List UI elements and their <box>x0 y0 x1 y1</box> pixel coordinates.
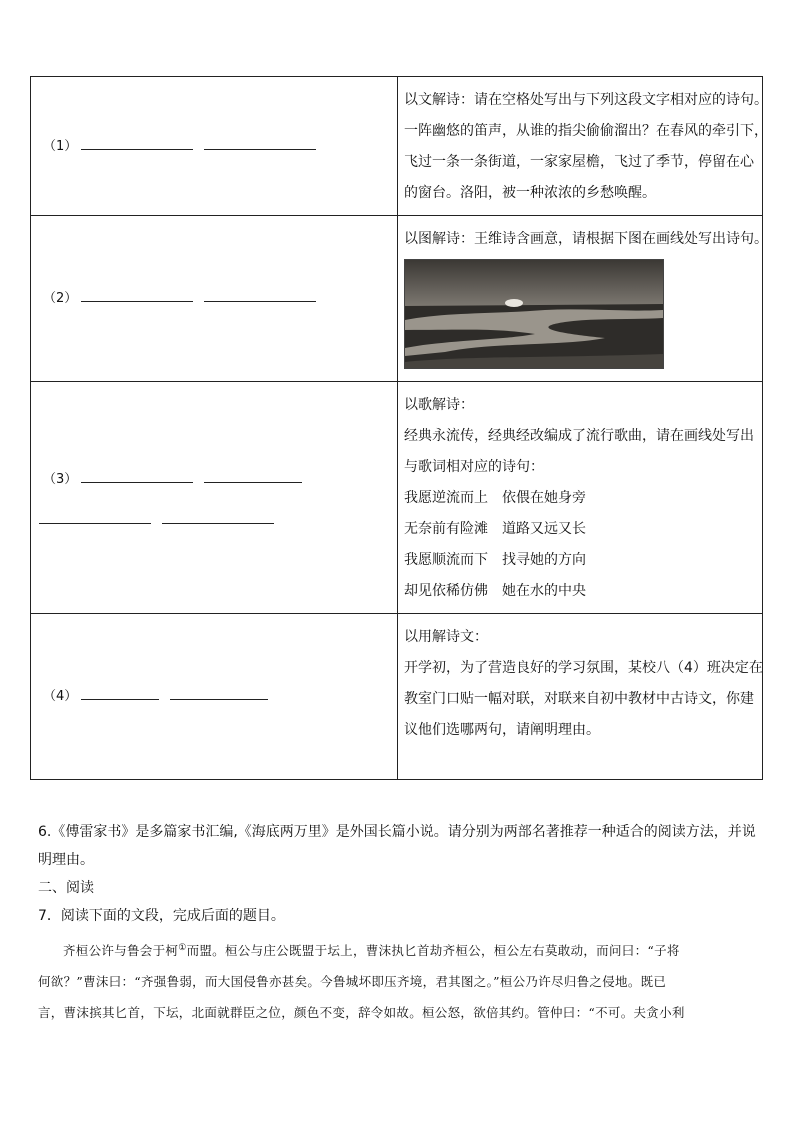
lyric-line: 我愿逆流而上 依偎在她身旁 <box>404 490 586 506</box>
answer-blank[interactable] <box>204 135 316 150</box>
classical-passage <box>38 933 762 1028</box>
prompt-line: 经典永流传，经典经改编成了流行歌曲，请在画线处写出 <box>404 428 754 444</box>
answer-blank[interactable] <box>39 509 151 524</box>
answer-line <box>39 509 397 528</box>
poetry-answer-table <box>30 76 768 780</box>
prompt-line: 一阵幽悠的笛声，从谁的指尖偷偷溜出？在春风的牵引下， <box>404 123 768 139</box>
table-row <box>31 614 763 780</box>
prompt-cell-3 <box>398 382 763 614</box>
answer-blank[interactable] <box>170 685 268 700</box>
prompt-cell-1 <box>398 77 768 216</box>
question-6 <box>38 818 756 874</box>
answer-line <box>43 135 397 158</box>
table-row <box>31 216 763 382</box>
lyric-line: 却见依稀仿佛 她在水的中央 <box>404 583 586 599</box>
passage-text: 而盟。桓公与庄公既盟于坛上，曹沫执匕首劫齐桓公，桓公左右莫敢动，而问曰：“子将 <box>186 943 680 959</box>
section-heading: 二、阅读 <box>38 880 94 896</box>
answer-blank[interactable] <box>81 287 193 302</box>
answer-blank[interactable] <box>204 468 302 483</box>
footnote-marker: ① <box>178 943 187 953</box>
answer-blank[interactable] <box>81 685 159 700</box>
answer-blank[interactable] <box>162 509 274 524</box>
answer-blank[interactable] <box>204 287 316 302</box>
item-label: （3） <box>43 471 78 487</box>
answer-blank[interactable] <box>81 468 193 483</box>
prompt-cell-4 <box>398 614 763 780</box>
prompt-line: 以用解诗文： <box>404 629 488 645</box>
question-6-line: 6.《傅雷家书》是多篇家书汇编,《海底两万里》是外国长篇小说。请分别为两部名著推荐一种适合的阅读方法，并说 <box>38 824 756 840</box>
prompt-line: 开学初，为了营造良好的学习氛围，某校八（4）班决定在 <box>404 660 763 676</box>
item-label: （2） <box>43 291 78 306</box>
answer-cell-3 <box>31 382 398 614</box>
answer-cell-1 <box>31 77 398 216</box>
passage-text: 齐桓公许与鲁会于柯 <box>63 943 179 959</box>
prompt-cell-2 <box>398 216 768 382</box>
answer-line <box>43 287 397 310</box>
item-label: （1） <box>43 138 78 154</box>
answer-line <box>43 468 397 491</box>
prompt-line: 议他们选哪两句，请阐明理由。 <box>404 722 600 738</box>
passage-line <box>38 933 762 966</box>
prompt-line: 的窗台。洛阳，被一种浓浓的乡愁唤醒。 <box>404 185 656 201</box>
lyric-line: 我愿顺流而下 找寻她的方向 <box>404 552 586 568</box>
answer-cell-4 <box>31 614 398 780</box>
passage-line: 何欲？”曹沫曰：“齐强鲁弱，而大国侵鲁亦甚矣。今鲁城坏即压齐境，君其图之。”桓公乃许尽归鲁之侵地。既已 <box>38 974 667 990</box>
prompt-line: 以文解诗：请在空格处写出与下列这段文字相对应的诗句。 <box>404 92 768 108</box>
passage-line: 言，曹沫摈其匕首，下坛，北面就群臣之位，颜色不变，辞令如故。桓公怒，欲倍其约。管仲曰：“不可。夫贪小利 <box>38 1005 685 1021</box>
table-row <box>31 382 763 614</box>
lyric-line: 无奈前有险滩 道路又远又长 <box>404 521 586 537</box>
prompt-line: 以图解诗：王维诗含画意，请根据下图在画线处写出诗句。 <box>404 231 768 247</box>
prompt-line: 以歌解诗： <box>404 397 474 413</box>
question-6-line: 明理由。 <box>38 852 94 868</box>
question-7: 7．阅读下面的文段，完成后面的题目。 <box>38 908 285 924</box>
answer-blank[interactable] <box>81 135 193 150</box>
answer-line <box>43 685 397 708</box>
prompt-line: 飞过一条一条街道，一家家屋檐，飞过了季节，停留在心 <box>404 154 754 170</box>
answer-cell-2 <box>31 216 398 382</box>
item-label: （4） <box>43 689 78 704</box>
prompt-line: 与歌词相对应的诗句： <box>404 459 544 475</box>
prompt-line: 教室门口贴一幅对联，对联来自初中教材中古诗文，你建 <box>404 691 754 707</box>
table-row <box>31 77 763 216</box>
sunset-river-image <box>404 259 664 369</box>
